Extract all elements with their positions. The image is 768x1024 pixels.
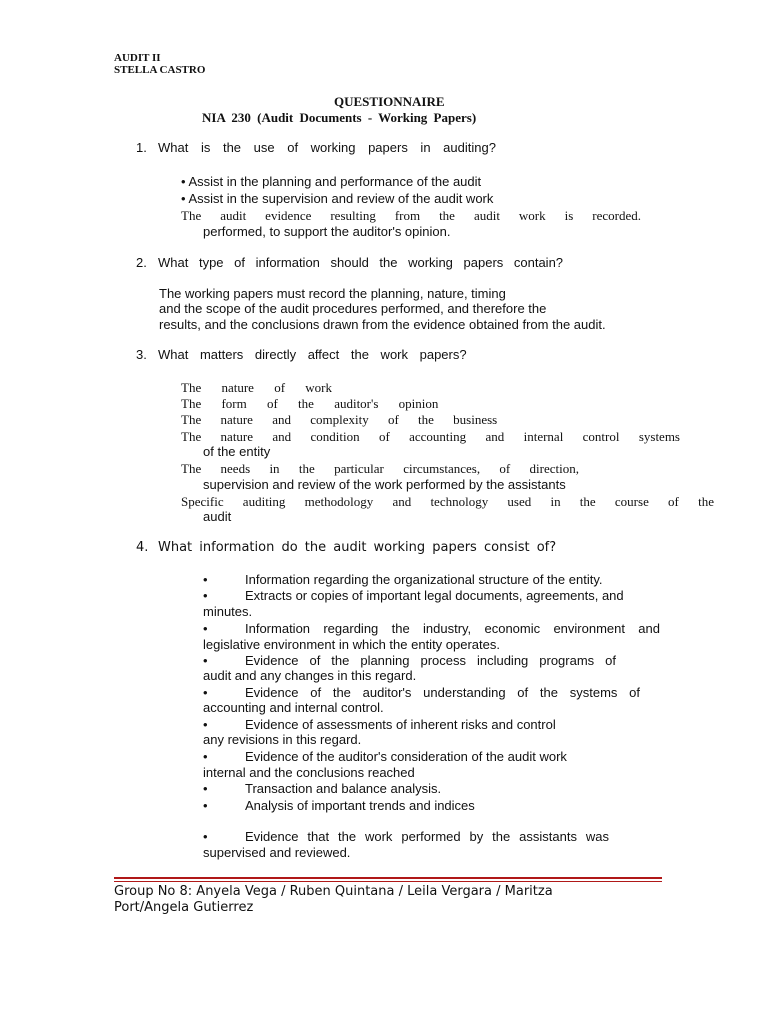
bullet: • bbox=[203, 572, 208, 587]
q4-item-audit-consideration: • Evidence of the auditor's consideration of the audit work bbox=[203, 749, 567, 764]
q3-item-needs: The needs in the particular circumstances, of direction, bbox=[181, 461, 579, 476]
q3-item-accounting-systems-cont: of the entity bbox=[203, 444, 271, 459]
footer-group-members-cont: Port/Angela Gutierrez bbox=[114, 900, 254, 915]
q3-item-form-of-opinion: The form of the auditor's opinion bbox=[181, 396, 439, 411]
q4-item-audit-consideration-cont: internal and the conclusions reached bbox=[203, 765, 415, 780]
bullet: • bbox=[203, 653, 208, 668]
q2-answer-line-1: The working papers must record the planning, nature, timing bbox=[159, 286, 506, 301]
question-1-number: 1. bbox=[136, 140, 147, 155]
q3-item-needs-cont: supervision and review of the work performed by the assistants bbox=[203, 477, 566, 492]
q2-answer-line-2: and the scope of the audit procedures performed, and therefore the bbox=[159, 301, 547, 316]
q4-item-assistants-supervised-cont: supervised and reviewed. bbox=[203, 845, 351, 860]
q1-evidence-cont: performed, to support the auditor's opinion. bbox=[203, 224, 451, 239]
bullet: • bbox=[203, 685, 208, 700]
q4-item-planning: • Evidence of the planning process including programs of bbox=[203, 653, 616, 668]
q1-evidence-line: The audit evidence resulting from the audit work is recorded. bbox=[181, 208, 641, 223]
q4-item-org-structure: • Information regarding the organizational structure of the entity. bbox=[203, 572, 603, 587]
q4-item-legal-docs: • Extracts or copies of important legal documents, agreements, and bbox=[203, 588, 624, 603]
q4-item-transaction-analysis: • Transaction and balance analysis. bbox=[203, 781, 442, 796]
q4-item-risk-assessment-cont: any revisions in this regard. bbox=[203, 732, 362, 747]
question-1-text: What is the use of working papers in auditing? bbox=[158, 140, 496, 155]
question-3-text: What matters directly affect the work papers? bbox=[158, 347, 467, 362]
q3-item-nature-complexity: The nature and complexity of the business bbox=[181, 412, 498, 427]
q4-item-legal-docs-cont: minutes. bbox=[203, 604, 253, 619]
bullet: • bbox=[203, 717, 208, 732]
q4-item-understanding-cont: accounting and internal control. bbox=[203, 700, 384, 715]
question-4-text: What information do the audit working papers consist of? bbox=[158, 540, 557, 555]
bullet: • bbox=[203, 588, 208, 603]
q4-item-risk-assessment: • Evidence of assessments of inherent risks and control bbox=[203, 717, 556, 732]
question-2-text: What type of information should the working papers contain? bbox=[158, 255, 564, 270]
q4-item-assistants-supervised: • Evidence that the work performed by the assistants was bbox=[203, 829, 609, 844]
header-course: AUDIT II bbox=[114, 52, 161, 64]
q1-bullet-planning: • Assist in the planning and performance of the audit bbox=[181, 174, 482, 189]
q4-item-industry: • Information regarding the industry, economic environment and bbox=[203, 621, 660, 636]
q4-item-trends: • Analysis of important trends and indices bbox=[203, 798, 475, 813]
q2-answer-line-3: results, and the conclusions drawn from the evidence obtained from the audit. bbox=[159, 317, 606, 332]
document-subtitle: NIA 230 (Audit Documents - Working Papers) bbox=[202, 110, 477, 125]
q4-item-understanding: • Evidence of the auditor's understanding of the systems of bbox=[203, 685, 640, 700]
bullet: • bbox=[203, 798, 208, 813]
bullet: • bbox=[203, 749, 208, 764]
bullet: • bbox=[203, 781, 208, 796]
footer-group-members: Group No 8: Anyela Vega / Ruben Quintana / Leila Vergara / Maritza bbox=[114, 884, 553, 899]
footer-divider-thick bbox=[114, 877, 662, 879]
q4-item-planning-cont: audit and any changes in this regard. bbox=[203, 668, 417, 683]
bullet: • bbox=[203, 621, 208, 636]
q1-bullet-supervision: • Assist in the supervision and review of the audit work bbox=[181, 191, 494, 206]
q4-item-industry-cont: legislative environment in which the entity operates. bbox=[203, 637, 500, 652]
document-title: QUESTIONNAIRE bbox=[334, 94, 445, 109]
header-author: STELLA CASTRO bbox=[114, 64, 206, 76]
question-2-number: 2. bbox=[136, 255, 147, 270]
q3-item-nature-of-work: The nature of work bbox=[181, 380, 332, 395]
q3-item-methodology: Specific auditing methodology and technology used in the course of the bbox=[181, 494, 714, 509]
footer-divider-thin bbox=[114, 881, 662, 882]
q3-item-methodology-cont: audit bbox=[203, 509, 232, 524]
q3-item-accounting-systems: The nature and condition of accounting and internal control systems bbox=[181, 429, 680, 444]
question-3-number: 3. bbox=[136, 347, 147, 362]
question-4-number: 4. bbox=[136, 540, 149, 555]
bullet: • bbox=[203, 829, 208, 844]
